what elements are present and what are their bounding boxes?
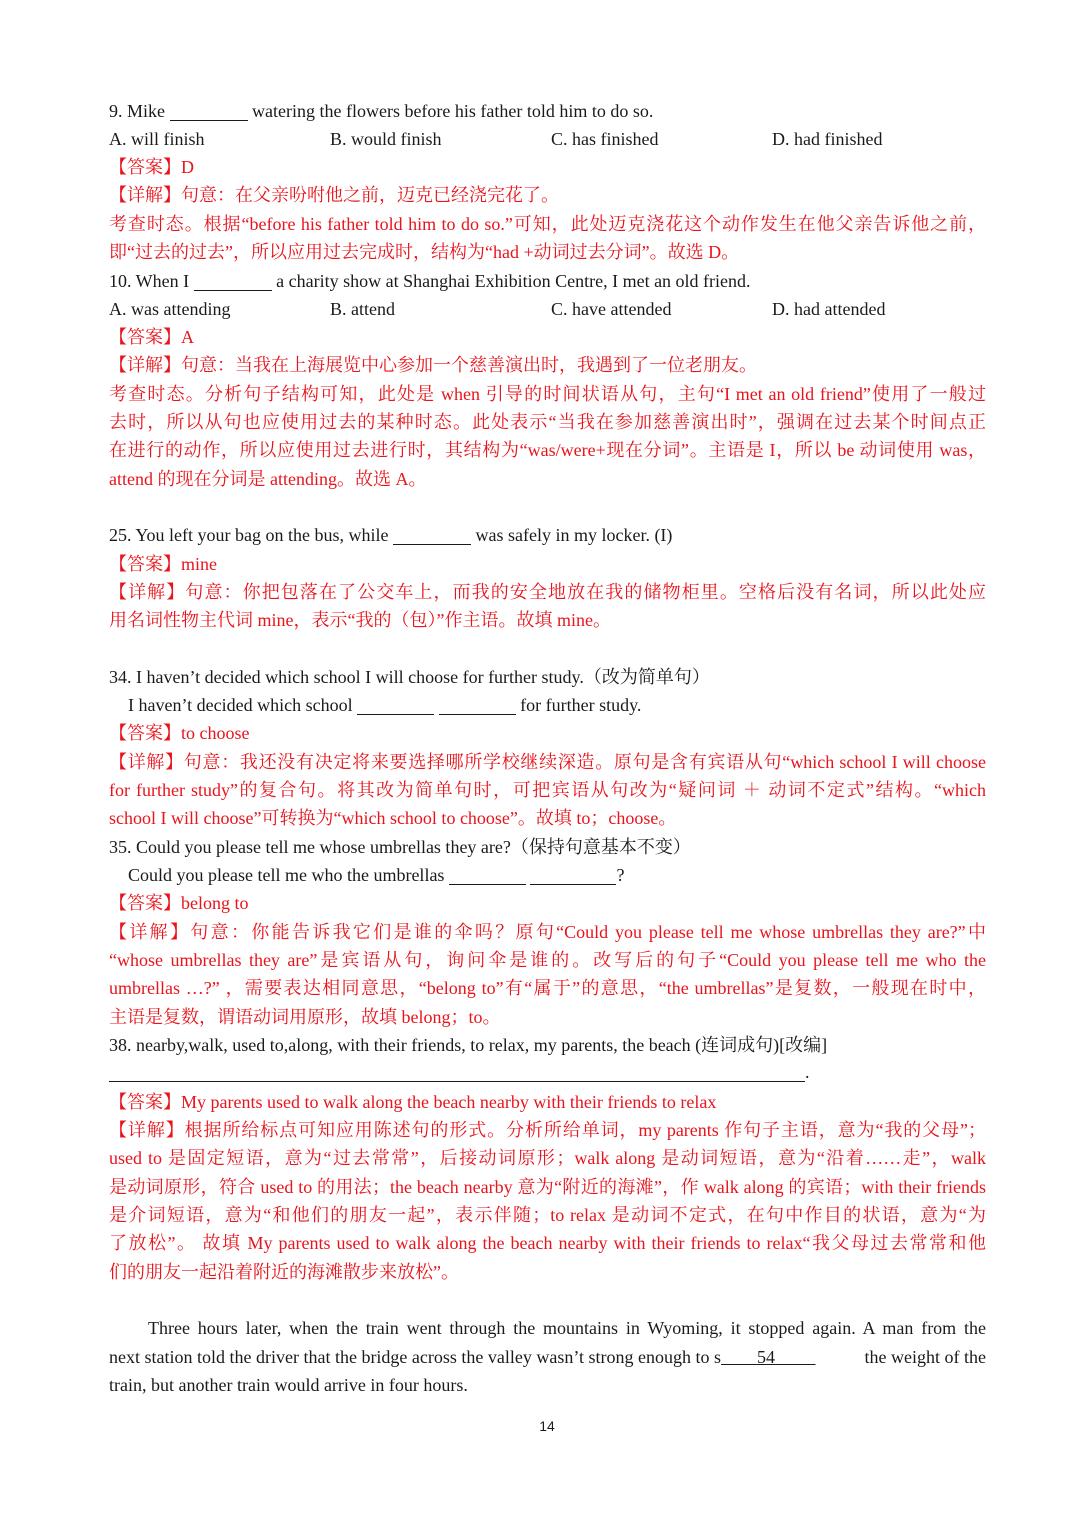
q35-detail-line: 主语是复数，谓语动词用原形，故填 belong；to。 [109, 1007, 501, 1027]
q10-detail-line: 考查时态。分析句子结构可知，此处是 when 引导的时间状语从句，主句“I met an old friend”使用了一般过 [109, 384, 986, 404]
answer-line [109, 1081, 805, 1082]
answer-blank [357, 694, 434, 715]
q10-option-a: A. was attending [109, 299, 231, 319]
passage-line [109, 1343, 986, 1371]
q10-detail-line: 去时，所以从句也应使用过去的某种时态。此处表示“当我在参加慈善演出时”，强调在过去某个时间点正 [109, 412, 986, 432]
q35-rewrite-text: Could you please tell me who the umbrellas [128, 865, 445, 885]
answer-blank [393, 524, 471, 545]
answer-blank [194, 270, 272, 291]
q25-stem [109, 521, 986, 549]
answer-line-end: . [805, 1062, 810, 1082]
page-number: 14 [539, 1418, 555, 1434]
q38-detail-line: used to 是固定短语，意为“过去常常”，后接动词原形；walk along 是动词短语，意为“沿着……走”，walk [109, 1148, 986, 1168]
q38-answer: 【答案】My parents used to walk along the beach nearby with their friends to relax [109, 1092, 717, 1112]
q10-option-b: B. attend [330, 299, 395, 319]
q35-answer: 【答案】belong to [109, 893, 249, 913]
q25-stem-text-2: was safely in my locker. (I) [475, 525, 673, 545]
q38-detail-line: 【详解】根据所给标点可知应用陈述句的形式。分析所给单词，my parents 作句子主语，意为“我的父母”； [109, 1120, 986, 1140]
q25-stem-text: 25. You left your bag on the bus, while [109, 525, 389, 545]
blank-number: 54 [757, 1347, 776, 1367]
passage-text: next station told the driver that the bridge across the valley wasn’t strong enough to s [109, 1347, 722, 1367]
q34-detail-line: 【详解】句意：我还没有决定将来要选择哪所学校继续深造。原句是含有宾语从句“which school I will choose [109, 752, 986, 772]
passage-line: train, but another train would arrive in four hours. [109, 1375, 468, 1395]
q38-detail-line: 是介词短语，意为“和他们的朋友一起”，表示伴随；to relax 是动词不定式，在句中作目的状语，意为“为 [109, 1205, 986, 1225]
q35-detail-line: “whose umbrellas they are”是宾语从句，询问伞是谁的。改写后的句子“Could you please tell me who the [109, 950, 986, 970]
q34-stem: 34. I haven’t decided which school I will choose for further study.（改为简单句） [109, 667, 710, 687]
q38-detail-line: 是动词原形，符合 used to 的用法；the beach nearby 意为“附近的海滩”，作 walk along 的宾语；with their friends [109, 1177, 986, 1197]
q34-answer: 【答案】to choose [109, 723, 250, 743]
q10-option-c: C. have attended [551, 299, 672, 319]
q38-detail-line: 们的朋友一起沿着附近的海滩散步来放松”。 [109, 1262, 459, 1282]
q34-detail-line: for further study”的复合句。将其改为简单句时，可把宾语从句改为“疑问词 ＋ 动词不定式”结构。“which [109, 780, 986, 800]
q10-detail-line: 在进行的动作，所以应使用过去进行时，其结构为“was/were+现在分词”。主语是 I，所以 be 动词使用 was， [109, 440, 986, 460]
q35-rewrite [128, 861, 1005, 889]
q9-stem-text: 9. Mike [109, 101, 165, 121]
q10-stem [109, 267, 986, 295]
q9-option-b: B. would finish [330, 129, 442, 149]
q35-detail-line: 【详解】句意：你能告诉我它们是谁的伞吗？原句“Could you please tell me whose umbrellas they are?”中 [109, 922, 986, 942]
q34-rewrite-text-2: for further study. [520, 695, 642, 715]
passage-text-2: the weight of the [864, 1347, 986, 1367]
answer-blank [530, 864, 616, 885]
q34-detail-line: school I will choose”可转换为“which school to choose”。故填 to；choose。 [109, 808, 677, 828]
q10-detail-line: attend 的现在分词是 attending。故选 A。 [109, 469, 427, 489]
q35-rewrite-text-2: ? [616, 865, 625, 885]
q25-detail-line: 用名词性物主代词 mine，表示“我的（包）”作主语。故填 mine。 [109, 610, 611, 630]
passage-line2-text [109, 1343, 816, 1371]
passage-line: Three hours later, when the train went through the mountains in Wyoming, it stopped again. A man from the [148, 1318, 986, 1338]
q10-stem-text: 10. When I [109, 271, 190, 291]
q10-stem-text-2: a charity show at Shanghai Exhibition Centre, I met an old friend. [276, 271, 751, 291]
passage-blank-54 [721, 1347, 816, 1367]
q9-option-c: C. has finished [551, 129, 659, 149]
q35-stem: 35. Could you please tell me whose umbrellas they are?（保持句意基本不变） [109, 837, 691, 857]
q34-rewrite-text: I haven’t decided which school [128, 695, 353, 715]
answer-blank [170, 100, 248, 121]
q9-stem [109, 97, 986, 125]
q9-detail-line: 【详解】句意：在父亲吩咐他之前，迈克已经浇完花了。 [109, 185, 559, 205]
q9-detail-line: 即“过去的过去”，所以应用过去完成时，结构为“had +动词过去分词”。故选 D。 [109, 242, 740, 262]
q25-detail-line: 【详解】句意：你把包落在了公交车上，而我的安全地放在我的储物柜里。空格后没有名词，所以此处应 [109, 582, 986, 602]
q9-option-a: A. will finish [109, 129, 205, 149]
q9-answer: 【答案】D [109, 157, 194, 177]
answer-blank [439, 694, 516, 715]
answer-blank [449, 864, 526, 885]
q9-option-d: D. had finished [772, 129, 883, 149]
q10-answer: 【答案】A [109, 327, 194, 347]
q9-detail-line: 考查时态。根据“before his father told him to do so.”可知，此处迈克浇花这个动作发生在他父亲告诉他之前， [109, 214, 986, 234]
q38-detail-line: 了放松”。 故填 My parents used to walk along the beach nearby with their friends to relax“我父母过去常常和他 [109, 1233, 986, 1253]
q34-rewrite [128, 691, 1005, 719]
q25-answer: 【答案】mine [109, 554, 217, 574]
q38-stem: 38. nearby,walk, used to,along, with their friends, to relax, my parents, the beach (连词成句)[改编] [109, 1035, 828, 1055]
q9-stem-text-2: watering the flowers before his father told him to do so. [252, 101, 654, 121]
q10-option-d: D. had attended [772, 299, 886, 319]
q35-detail-line: umbrellas …?” ，需要表达相同意思，“belong to”有“属于”的意思，“the umbrellas”是复数，一般现在时中， [109, 978, 986, 998]
q10-detail-line: 【详解】句意：当我在上海展览中心参加一个慈善演出时，我遇到了一位老朋友。 [109, 355, 757, 375]
